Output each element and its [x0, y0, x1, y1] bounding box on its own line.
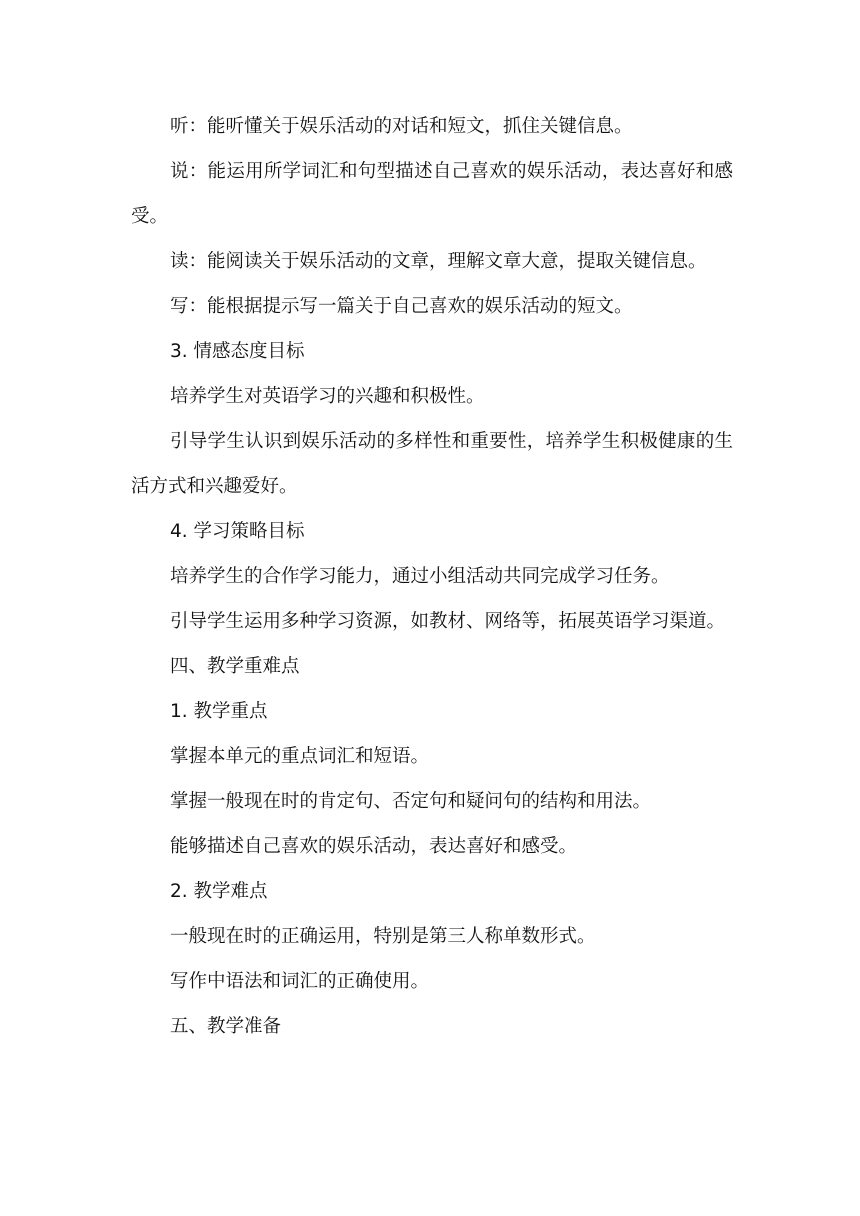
subheading-key-points: 1. 教学重点 — [170, 701, 268, 722]
emotional-goal-1: 培养学生对英语学习的兴趣和积极性。 — [170, 386, 485, 407]
key-point-2: 掌握一般现在时的肯定句、否定句和疑问句的结构和用法。 — [170, 791, 652, 812]
reading-goal: 读：能阅读关于娱乐活动的文章，理解文章大意，提取关键信息。 — [170, 251, 707, 272]
difficult-point-1: 一般现在时的正确运用，特别是第三人称单数形式。 — [170, 926, 596, 947]
writing-goal: 写：能根据提示写一篇关于自己喜欢的娱乐活动的短文。 — [170, 296, 633, 317]
difficult-point-2: 写作中语法和词汇的正确使用。 — [170, 971, 430, 992]
section-heading-preparation: 五、教学准备 — [170, 1016, 282, 1037]
emotional-goal-2: 引导学生认识到娱乐活动的多样性和重要性，培养学生积极健康的生活方式和兴趣爱好。 — [131, 431, 733, 497]
strategy-goal-1: 培养学生的合作学习能力，通过小组活动共同完成学习任务。 — [170, 566, 670, 587]
section-heading-key-difficult-points: 四、教学重难点 — [170, 656, 300, 677]
section-heading-emotional-goals: 3. 情感态度目标 — [170, 341, 305, 362]
strategy-goal-2: 引导学生运用多种学习资源，如教材、网络等，拓展英语学习渠道。 — [170, 611, 726, 632]
key-point-3: 能够描述自己喜欢的娱乐活动，表达喜好和感受。 — [170, 836, 578, 857]
key-point-1: 掌握本单元的重点词汇和短语。 — [170, 746, 430, 767]
listening-goal: 听：能听懂关于娱乐活动的对话和短文，抓住关键信息。 — [170, 116, 633, 137]
speaking-goal: 说：能运用所学词汇和句型描述自己喜欢的娱乐活动，表达喜好和感受。 — [131, 161, 733, 227]
document-body — [131, 104, 733, 1049]
subheading-difficult-points: 2. 教学难点 — [170, 881, 268, 902]
section-heading-strategy-goals: 4. 学习策略目标 — [170, 521, 305, 542]
